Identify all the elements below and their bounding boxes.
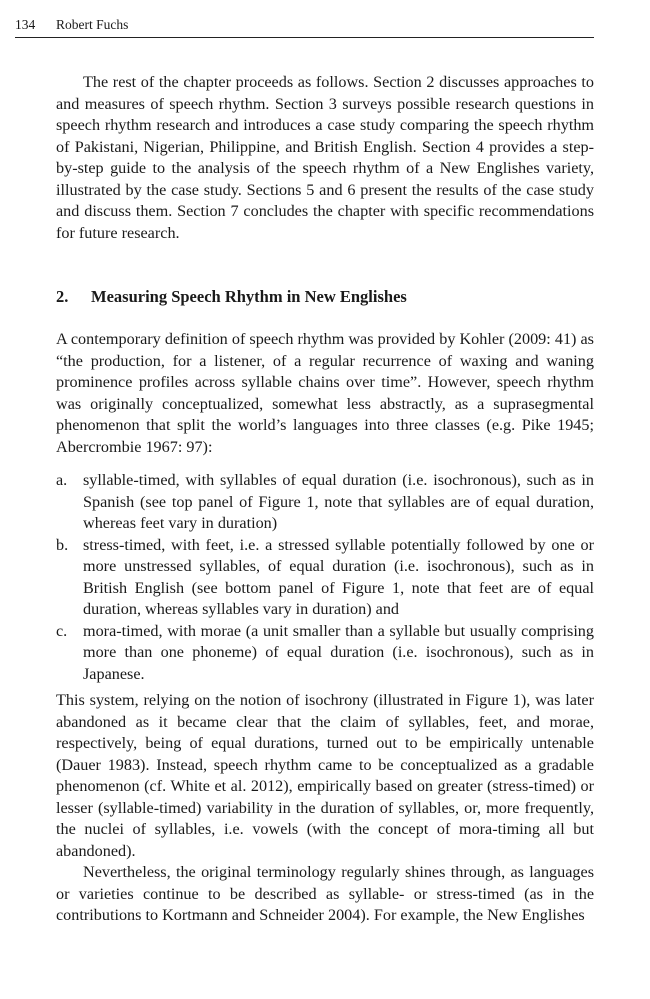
list-item-marker: a. — [56, 471, 68, 489]
rhythm-class-list — [56, 470, 594, 685]
list-item-text: mora-timed, with morae (a unit smaller than a syllable but usually comprising more than one phoneme) of equal duration (i.e. isochronous), such as in Japanese. — [83, 621, 594, 683]
list-item — [56, 621, 594, 686]
running-head-author: Robert Fuchs — [56, 17, 129, 32]
list-item — [56, 470, 594, 535]
list-item-marker: c. — [56, 621, 68, 640]
intro-paragraph: The rest of the chapter proceeds as follows. Section 2 discusses approaches to and measures of speech rhythm. Section 3 surveys possible research questions in speech rhythm research and introduces a case study comparing the speech rhythm of Pakistani, Nigerian, Philippine, and British English. Section 4 provides a step-by-step guide to the analysis of the speech rhythm of a New Englishes variety, illustrated by the case study. Sections 5 and 6 present the results of the case study and discuss them. Section 7 concludes the chapter with specific recommendations for future research. — [56, 73, 594, 242]
section-heading — [56, 286, 594, 308]
isochrony-paragraph: This system, relying on the notion of isochrony (illustrated in Figure 1), was later abandoned as it became clear that the claim of syllables, feet, and morae, respectively, being of equal durations, turned out to be empirically untenable (Dauer 1983). Instead, speech rhythm came to be conceptualized as a gradable phenomenon (cf. White et al. 2012), empirically based on greater (stress-timed) or lesser (syllable-timed) variability in the duration of syllables, or, more frequently, the nuclei of syllables, i.e. vowels (with the concept of mora-timing all but abandoned). — [56, 691, 594, 860]
list-item-marker: b. — [56, 535, 69, 554]
list-item-text: stress-timed, with feet, i.e. a stressed syllable potentially followed by one or more unstressed syllables, of equal duration (i.e. isochronous), such as in British English (see bottom panel of Figure 1, note that feet are of equal duration, whereas syllables vary in duration) and — [83, 535, 594, 618]
section-number: 2. — [56, 287, 69, 306]
list-item-text: syllable-timed, with syllables of equal duration (i.e. isochronous), such as in Spanish (see top panel of Figure 1, note that syllables are of equal duration, whereas feet vary in duration) — [83, 471, 594, 532]
running-head — [15, 15, 594, 38]
section-title: Measuring Speech Rhythm in New Englishes — [91, 287, 407, 306]
terminology-paragraph: Nevertheless, the original terminology regularly shines through, as languages or varieties continue to be described as syllable- or stress-timed (as in the contributions to Kortmann and Schneider 2004). For example, the New Englishes — [56, 863, 594, 924]
list-item — [56, 535, 594, 621]
page-number: 134 — [15, 17, 36, 32]
definition-paragraph: A contemporary definition of speech rhythm was provided by Kohler (2009: 41) as “the production, for a listener, of a regular recurrence of waxing and waning prominence profiles across syllable chains over time”. However, speech rhythm was originally conceptualized, somewhat less abstractly, as a suprasegmental phenomenon that split the world’s languages into three classes (e.g. Pike 1945; Abercrombie 1967: 97): — [56, 330, 594, 456]
